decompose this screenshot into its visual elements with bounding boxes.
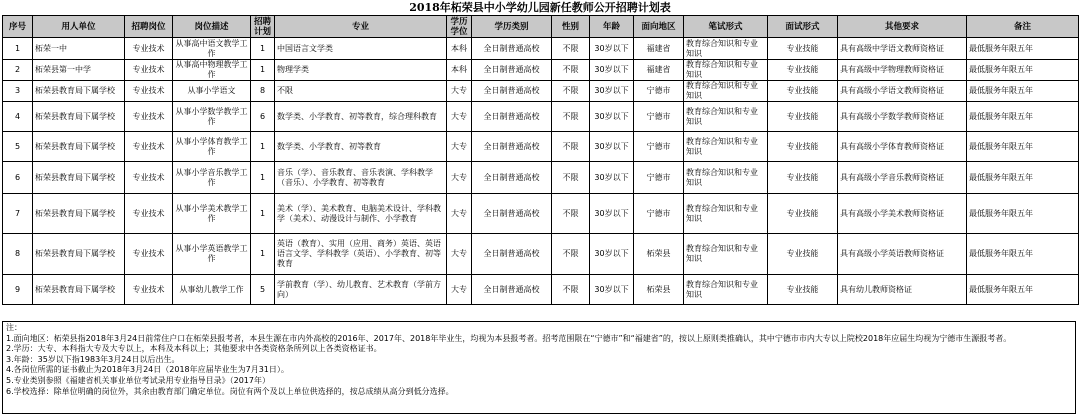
table-row (3, 60, 1079, 81)
table-cell: 大专 (447, 275, 472, 305)
table-cell: 大专 (447, 234, 472, 275)
table-cell: 全日制普通高校 (472, 102, 552, 132)
column-header: 面试形式 (768, 16, 838, 38)
table-cell: 宁德市 (634, 81, 684, 102)
table-cell: 从事小学数学教学工作 (173, 102, 251, 132)
column-header: 用人单位 (33, 16, 125, 38)
table-cell: 6 (3, 162, 33, 194)
table-cell: 不限 (552, 234, 590, 275)
table-cell: 全日制普通高校 (472, 38, 552, 60)
column-header: 年龄 (590, 16, 634, 38)
table-cell: 最低服务年限五年 (967, 275, 1079, 305)
table-cell: 教育综合知识和专业知识 (684, 60, 768, 81)
table-header-row (3, 16, 1079, 38)
column-header: 其他要求 (838, 16, 967, 38)
table-cell: 从事高中物理教学工作 (173, 60, 251, 81)
table-cell: 30岁以下 (590, 60, 634, 81)
table-cell: 8 (251, 81, 275, 102)
table-row (3, 194, 1079, 234)
recruitment-table (2, 15, 1079, 305)
table-cell: 专业技术 (125, 162, 173, 194)
table-cell: 音乐（学）、音乐教育、音乐表演、学科教学（音乐）、小学教育、初等教育 (275, 162, 447, 194)
table-row (3, 102, 1079, 132)
table-cell: 30岁以下 (590, 38, 634, 60)
table-cell: 福建省 (634, 60, 684, 81)
table-cell: 全日制普通高校 (472, 234, 552, 275)
table-cell: 大专 (447, 132, 472, 162)
table-cell: 宁德市 (634, 194, 684, 234)
table-row (3, 162, 1079, 194)
table-cell: 英语（教育）、实用（应用、商务）英语、英语语言文学、学科教学（英语）、小学教育、初等教育 (275, 234, 447, 275)
table-cell: 专业技术 (125, 102, 173, 132)
table-cell: 专业技能 (768, 81, 838, 102)
table-cell: 教育综合知识和专业知识 (684, 162, 768, 194)
table-cell: 8 (3, 234, 33, 275)
table-cell: 专业技能 (768, 102, 838, 132)
table-cell: 教育综合知识和专业知识 (684, 194, 768, 234)
note-line: 1.面向地区：柘荣县指2018年3月24日前常住户口在柘荣县报考者，本县生源在市内外高校的2016年、2017年、2018年毕业生，均视为本县报考者。招考范围限在“宁德市”和“福建省”的，按以上原则类推确认，其中宁德市市内大专以上院校2018年应届生均视为宁德市生源报考者。 (6, 333, 1012, 343)
table-cell: 具有高级小学体育教师资格证 (838, 132, 967, 162)
table-cell: 柘荣县第一中学 (33, 60, 125, 81)
table-cell: 专业技能 (768, 194, 838, 234)
table-row (3, 234, 1079, 275)
table-cell: 从事高中语文教学工作 (173, 38, 251, 60)
notes-section (2, 321, 1076, 414)
table-cell: 从事小学音乐教学工作 (173, 162, 251, 194)
table-cell: 不限 (552, 102, 590, 132)
table-cell: 宁德市 (634, 132, 684, 162)
table-cell: 大专 (447, 194, 472, 234)
table-cell: 中国语言文学类 (275, 38, 447, 60)
column-header: 面向地区 (634, 16, 684, 38)
table-cell: 柘荣县教育局下属学校 (33, 275, 125, 305)
table-cell: 学前教育（学）、幼儿教育、艺术教育（学前方向） (275, 275, 447, 305)
table-cell: 6 (251, 102, 275, 132)
table-cell: 专业技术 (125, 194, 173, 234)
table-cell: 数学类、小学教育、初等教育，综合理科教育 (275, 102, 447, 132)
table-cell: 1 (251, 132, 275, 162)
table-cell: 福建省 (634, 38, 684, 60)
table-cell: 专业技能 (768, 162, 838, 194)
table-cell: 1 (251, 234, 275, 275)
table-row (3, 132, 1079, 162)
table-cell: 专业技术 (125, 234, 173, 275)
table-cell: 30岁以下 (590, 81, 634, 102)
column-header: 专业 (275, 16, 447, 38)
note-line: 2.学历：大专、本科指大专及大专以上，本科及本科以上；其他要求中各类资格条所列以上各类资格证书。 (6, 344, 382, 354)
table-cell: 全日制普通高校 (472, 162, 552, 194)
table-cell: 教育综合知识和专业知识 (684, 275, 768, 305)
table-cell: 最低服务年限五年 (967, 60, 1079, 81)
table-cell: 30岁以下 (590, 162, 634, 194)
table-cell: 教育综合知识和专业知识 (684, 38, 768, 60)
page-title: 2018年柘荣县中小学幼儿园新任教师公开招聘计划表 (409, 1, 671, 14)
column-header: 性别 (552, 16, 590, 38)
table-cell: 从事小学英语教学工作 (173, 234, 251, 275)
table-cell: 不限 (275, 81, 447, 102)
table-cell: 不限 (552, 132, 590, 162)
table-cell: 专业技术 (125, 132, 173, 162)
table-cell: 30岁以下 (590, 132, 634, 162)
table-cell: 从事幼儿教学工作 (173, 275, 251, 305)
table-cell: 30岁以下 (590, 194, 634, 234)
table-cell: 教育综合知识和专业知识 (684, 234, 768, 275)
column-header: 招聘计划 (251, 16, 275, 38)
table-cell: 物理学类 (275, 60, 447, 81)
table-cell: 不限 (552, 162, 590, 194)
column-header: 备注 (967, 16, 1079, 38)
table-cell: 从事小学语文 (173, 81, 251, 102)
table-cell: 5 (251, 275, 275, 305)
table-cell: 7 (3, 194, 33, 234)
table-cell: 9 (3, 275, 33, 305)
table-cell: 1 (251, 162, 275, 194)
table-cell: 专业技术 (125, 81, 173, 102)
table-cell: 3 (3, 81, 33, 102)
table-cell: 具有高级小学美术教师资格证 (838, 194, 967, 234)
column-header: 笔试形式 (684, 16, 768, 38)
table-cell: 全日制普通高校 (472, 60, 552, 81)
table-cell: 最低服务年限五年 (967, 194, 1079, 234)
table-cell: 不限 (552, 275, 590, 305)
table-row (3, 275, 1079, 305)
table-cell: 从事小学体育教学工作 (173, 132, 251, 162)
note-line: 4.各岗位所需的证书截止为2018年3月24日（2018年应届毕业生为7月31日）。 (6, 365, 289, 375)
table-cell: 具有幼儿教师资格证 (838, 275, 967, 305)
table-cell: 教育综合知识和专业知识 (684, 81, 768, 102)
table-cell: 从事小学美术教学工作 (173, 194, 251, 234)
table-cell: 2 (3, 60, 33, 81)
table-cell: 专业技术 (125, 38, 173, 60)
table-cell: 具有高级中学语文教师资格证 (838, 38, 967, 60)
table-cell: 不限 (552, 38, 590, 60)
table-cell: 专业技能 (768, 38, 838, 60)
table-cell: 全日制普通高校 (472, 194, 552, 234)
table-cell: 最低服务年限五年 (967, 132, 1079, 162)
note-line: 6.学校选择：除单位明确的岗位外，其余由教育部门确定单位。岗位有两个及以上单位供选择的，按总成绩从高分到低分选择。 (6, 386, 454, 396)
table-cell: 全日制普通高校 (472, 132, 552, 162)
table-cell: 柘荣县教育局下属学校 (33, 234, 125, 275)
table-cell: 最低服务年限五年 (967, 234, 1079, 275)
table-cell: 30岁以下 (590, 275, 634, 305)
table-cell: 宁德市 (634, 102, 684, 132)
table-cell: 专业技术 (125, 60, 173, 81)
table-cell: 不限 (552, 81, 590, 102)
table-cell: 1 (3, 38, 33, 60)
table-cell: 最低服务年限五年 (967, 162, 1079, 194)
note-line: 注： (6, 323, 22, 332)
table-cell: 最低服务年限五年 (967, 102, 1079, 132)
column-header: 岗位描述 (173, 16, 251, 38)
table-cell: 30岁以下 (590, 234, 634, 275)
table-cell: 最低服务年限五年 (967, 81, 1079, 102)
table-cell: 具有高级中学物理教师资格证 (838, 60, 967, 81)
table-cell: 柘荣县 (634, 275, 684, 305)
table-cell: 1 (251, 194, 275, 234)
note-line: 3.年龄：35岁以下指1983年3月24日以后出生。 (6, 354, 180, 364)
note-line: 5.专业类别参照《福建省机关事业单位考试录用专业指导目录》（2017年） (6, 375, 270, 385)
table-cell: 4 (3, 102, 33, 132)
table-cell: 具有高级小学语文教师资格证 (838, 81, 967, 102)
table-cell: 专业技能 (768, 60, 838, 81)
table-cell: 柘荣县教育局下属学校 (33, 132, 125, 162)
column-header: 招聘岗位 (125, 16, 173, 38)
table-cell: 不限 (552, 60, 590, 81)
table-cell: 1 (251, 38, 275, 60)
table-cell: 不限 (552, 194, 590, 234)
table-cell: 1 (251, 60, 275, 81)
table-cell: 最低服务年限五年 (967, 38, 1079, 60)
table-cell: 具有高级小学英语教师资格证 (838, 234, 967, 275)
table-cell: 柘荣一中 (33, 38, 125, 60)
table-cell: 本科 (447, 60, 472, 81)
table-cell: 大专 (447, 162, 472, 194)
table-cell: 专业技术 (125, 275, 173, 305)
table-cell: 美术（学）、美术教育、电脑美术设计、学科教学（美术）、动漫设计与制作、小学教育 (275, 194, 447, 234)
table-cell: 数学类、小学教育、初等教育 (275, 132, 447, 162)
column-header: 学历类别 (472, 16, 552, 38)
table-cell: 30岁以下 (590, 102, 634, 132)
table-cell: 柘荣县教育局下属学校 (33, 81, 125, 102)
table-cell: 具有高级小学数学教师资格证 (838, 102, 967, 132)
column-header: 序号 (3, 16, 33, 38)
table-cell: 柘荣县教育局下属学校 (33, 162, 125, 194)
table-cell: 柘荣县 (634, 234, 684, 275)
table-body (3, 38, 1079, 305)
table-cell: 专业技能 (768, 132, 838, 162)
table-cell: 专业技能 (768, 234, 838, 275)
table-cell: 具有高级小学音乐教师资格证 (838, 162, 967, 194)
table-cell: 宁德市 (634, 162, 684, 194)
table-cell: 大专 (447, 102, 472, 132)
table-cell: 柘荣县教育局下属学校 (33, 102, 125, 132)
table-cell: 大专 (447, 81, 472, 102)
table-cell: 教育综合知识和专业知识 (684, 132, 768, 162)
table-cell: 5 (3, 132, 33, 162)
table-row (3, 38, 1079, 60)
table-cell: 全日制普通高校 (472, 81, 552, 102)
table-cell: 教育综合知识和专业知识 (684, 102, 768, 132)
table-cell: 本科 (447, 38, 472, 60)
table-cell: 柘荣县教育局下属学校 (33, 194, 125, 234)
column-header: 学历学位 (447, 16, 472, 38)
table-row (3, 81, 1079, 102)
table-cell: 全日制普通高校 (472, 275, 552, 305)
table-cell: 专业技能 (768, 275, 838, 305)
